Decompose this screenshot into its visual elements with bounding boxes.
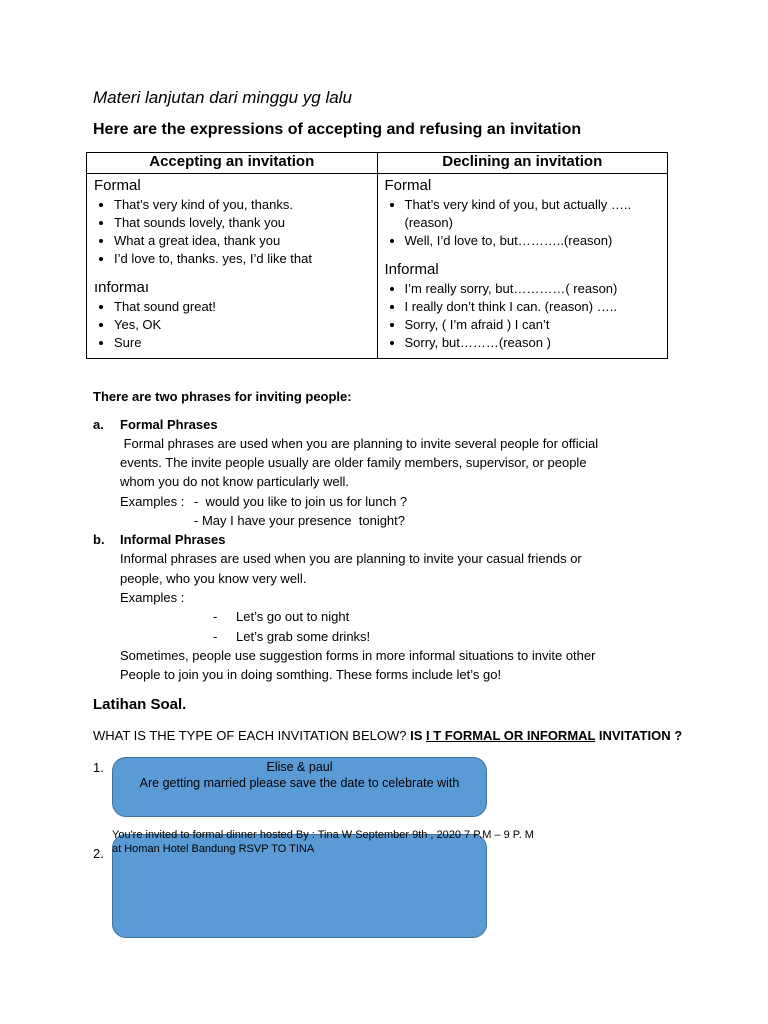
invitation-box-2-line: You're invited to formal dinner hosted By : Tina W September 9th , 2020 7 P.M – 9 P. M xyxy=(112,829,534,841)
list-item: • I’m really sorry, but…………( reason) xyxy=(405,280,662,298)
list-item: • Sorry, but………(reason ) xyxy=(405,334,662,352)
closing-line: People to join you in doing somthing. These forms include let’s go! xyxy=(120,667,502,682)
list-item: • Sure xyxy=(114,334,371,352)
list-item: • That sounds lovely, thank you xyxy=(114,214,371,232)
list-item: • That sound great! xyxy=(114,298,371,316)
informal-example: Let’s grab some drinks! xyxy=(236,629,371,644)
formal-marker: a. xyxy=(93,417,104,432)
exercise-question xyxy=(93,728,682,743)
list-item: • Well, I’d love to, but………..(reason) xyxy=(405,232,662,250)
declining-cell xyxy=(377,174,668,359)
informal-desc-line: Informal phrases are used when you are planning to invite your casual friends or xyxy=(120,551,582,566)
declining-formal-label: Formal xyxy=(384,177,432,194)
informal-marker: b. xyxy=(93,532,105,547)
informal-phrases-title: Informal Phrases xyxy=(120,532,226,547)
header-accepting: Accepting an invitation xyxy=(87,153,378,174)
formal-desc-line: Formal phrases are used when you are planning to invite several people for official xyxy=(120,436,599,451)
table-header-row xyxy=(87,153,668,174)
list-item: • I’d love to, thanks. yes, I’d like that xyxy=(114,250,371,268)
invitation-box-1-line: Are getting married please save the date to celebrate with xyxy=(139,776,460,790)
declining-informal-label: Informal xyxy=(384,261,439,278)
invitation-box-2-line: at Homan Hotel Bandung RSVP TO TINA xyxy=(112,843,315,855)
accepting-formal-label: Formal xyxy=(94,177,141,194)
accepting-informal-list xyxy=(94,298,371,352)
list-item: • That’s very kind of you, thanks. xyxy=(114,196,371,214)
formal-examples-label: Examples : xyxy=(120,494,185,509)
list-item: • Sorry, ( I’m afraid ) I can’t xyxy=(405,316,662,334)
informal-desc-line: people, who you know very well. xyxy=(120,571,307,586)
accepting-cell xyxy=(87,174,378,359)
list-item: • That’s very kind of you, but actually ….. (reason) xyxy=(405,196,662,232)
accepting-informal-label: ınformaı xyxy=(94,279,150,296)
question-suffix: INVITATION ? xyxy=(595,728,683,743)
question-underlined: I T FORMAL OR INFORMAL xyxy=(426,728,596,743)
dash: - xyxy=(213,609,218,624)
exercise-title: Latihan Soal. xyxy=(93,696,187,713)
closing-line: Sometimes, people use suggestion forms in more informal situations to invite other xyxy=(120,648,596,663)
accepting-formal-list xyxy=(94,196,371,268)
expressions-table xyxy=(86,152,668,359)
question-prefix: WHAT IS THE TYPE OF EACH INVITATION BELOW? xyxy=(93,728,411,743)
phrases-intro: There are two phrases for inviting people: xyxy=(93,389,352,404)
declining-formal-list xyxy=(385,196,662,250)
item-number: 1. xyxy=(93,760,104,775)
document-title: Materi lanjutan dari minggu yg lalu xyxy=(93,88,352,107)
informal-example: Let’s go out to night xyxy=(236,609,350,624)
dash: - xyxy=(213,629,218,644)
item-number: 2. xyxy=(93,846,104,861)
declining-informal-list xyxy=(385,280,662,352)
formal-example: - May I have your presence tonight? xyxy=(194,513,406,528)
informal-examples-label: Examples : xyxy=(120,590,185,605)
list-item: • I really don’t think I can. (reason) ….. xyxy=(405,298,662,316)
section-heading: Here are the expressions of accepting and refusing an invitation xyxy=(93,121,582,138)
table-row xyxy=(87,174,668,359)
formal-desc-line: whom you do not know particularly well. xyxy=(120,474,350,489)
invitation-box-1 xyxy=(112,757,487,817)
list-item: • What a great idea, thank you xyxy=(114,232,371,250)
formal-example: - would you like to join us for lunch ? xyxy=(194,494,408,509)
header-declining: Declining an invitation xyxy=(377,153,668,174)
formal-desc-line: events. The invite people usually are older family members, supervisor, or people xyxy=(120,455,587,470)
invitation-box-1-line: Elise & paul xyxy=(266,760,333,774)
question-is: IS xyxy=(410,728,427,743)
list-item: • Yes, OK xyxy=(114,316,371,334)
formal-phrases-title: Formal Phrases xyxy=(120,417,218,432)
